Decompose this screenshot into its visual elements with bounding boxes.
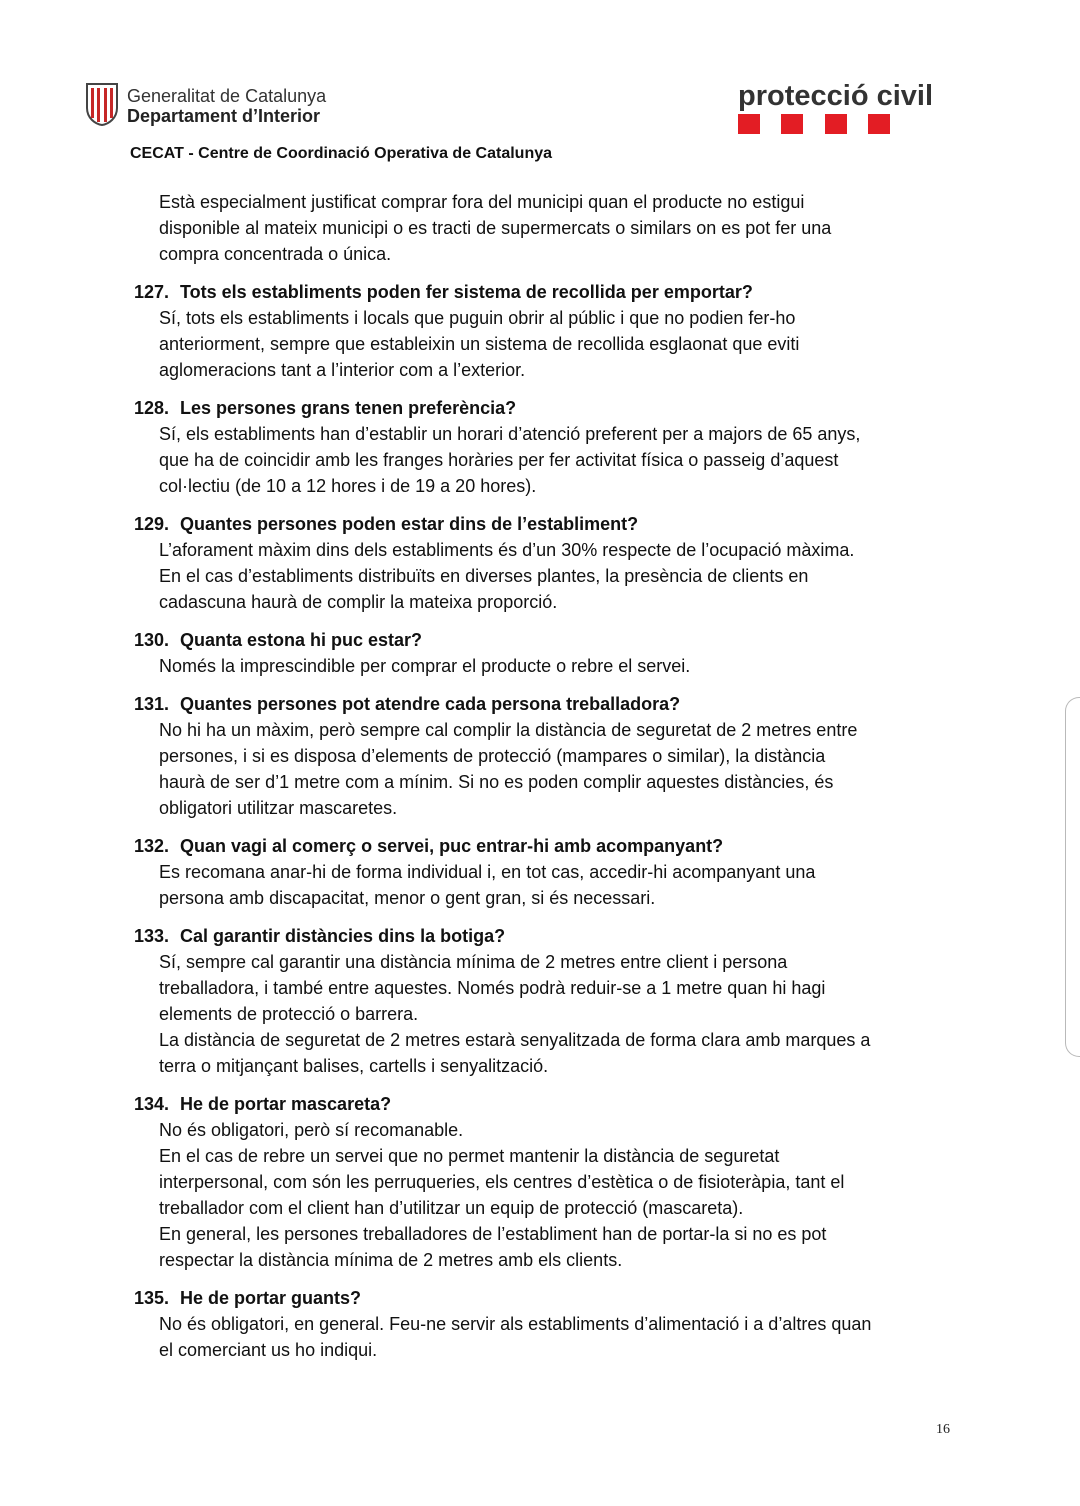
faq-number: 127. xyxy=(134,282,170,302)
faq-answer-line: aglomeracions tant a l’interior com a l’exterior. xyxy=(159,360,526,380)
organization-name xyxy=(127,86,326,126)
generalitat-emblem-icon xyxy=(85,82,119,126)
faq-answer xyxy=(134,859,964,911)
faq-answer-line: Es recomana anar-hi de forma individual i, en tot cas, accedir-hi acompanyant una xyxy=(159,862,816,882)
faq-question xyxy=(134,833,964,859)
intro-paragraph xyxy=(134,189,964,267)
faq-item xyxy=(134,1285,964,1363)
faq-question-text: He de portar mascareta? xyxy=(180,1094,392,1114)
center-title: CECAT - Centre de Coordinació Operativa de Catalunya xyxy=(130,145,553,162)
faq-answer-line: anteriorment, sempre que estableixin un sistema de recollida esglaonat que eviti xyxy=(159,334,800,354)
faq-question xyxy=(134,1091,964,1117)
faq-answer-line: No és obligatori, en general. Feu-ne servir als establiments d’alimentació i a d’altres quan xyxy=(159,1314,872,1334)
faq-answer-line: terra o mitjançant balises, cartells i senyalització. xyxy=(159,1056,549,1076)
faq-question-text: Cal garantir distàncies dins la botiga? xyxy=(180,926,506,946)
faq-answer-line: En el cas de rebre un servei que no permet mantenir la distància de seguretat xyxy=(159,1146,780,1166)
intro-line: Està especialment justificat comprar fora del municipi quan el producte no estigui xyxy=(159,192,805,212)
faq-answer-line: L’aforament màxim dins dels establiments és d’un 30% respecte de l’ocupació màxima. xyxy=(159,540,855,560)
faq-number: 133. xyxy=(134,926,170,946)
faq-item xyxy=(134,279,964,383)
faq-list xyxy=(134,279,964,1363)
proteccio-civil-logo: protecció civil xyxy=(738,80,934,112)
faq-answer-line: persona amb discapacitat, menor o gent gran, si és necessari. xyxy=(159,888,656,908)
faq-answer xyxy=(134,537,964,615)
side-scroll-handle[interactable] xyxy=(1065,697,1080,1057)
faq-question-text: Quantes persones poden estar dins de l’establiment? xyxy=(180,514,639,534)
faq-answer xyxy=(134,305,964,383)
faq-question-text: Les persones grans tenen preferència? xyxy=(180,398,517,418)
proteccio-civil-squares xyxy=(738,114,890,134)
faq-question xyxy=(134,691,964,717)
faq-answer-line: el comerciant us ho indiqui. xyxy=(159,1340,378,1360)
faq-answer-line: persones, i si es disposa d’elements de protecció (mampares o similar), la distància xyxy=(159,746,826,766)
faq-answer-line: respectar la distància mínima de 2 metres amb els clients. xyxy=(159,1250,623,1270)
faq-answer xyxy=(134,653,964,679)
faq-item xyxy=(134,395,964,499)
faq-item xyxy=(134,1091,964,1273)
faq-answer-line: Només la imprescindible per comprar el producte o rebre el servei. xyxy=(159,656,691,676)
faq-answer-line: En general, les persones treballadores de l’establiment han de portar-la si no es pot xyxy=(159,1224,827,1244)
faq-item xyxy=(134,833,964,911)
faq-answer xyxy=(134,421,964,499)
intro-line: disponible al mateix municipi o es tracti de supermercats o similars on es pot fer una xyxy=(159,218,832,238)
faq-answer-line: interpersonal, com són les perruqueries, els centres d’estètica o de fisioteràpia, tant el xyxy=(159,1172,845,1192)
faq-question xyxy=(134,279,964,305)
faq-answer-line: obligatori utilitzar mascaretes. xyxy=(159,798,398,818)
brand-square xyxy=(781,114,803,134)
faq-question xyxy=(134,511,964,537)
page-number: 16 xyxy=(936,1422,950,1437)
faq-question-text: Tots els establiments poden fer sistema de recollida per emportar? xyxy=(180,282,753,302)
faq-answer-line: Sí, sempre cal garantir una distància mínima de 2 metres entre client i persona xyxy=(159,952,788,972)
faq-answer-line: La distància de seguretat de 2 metres estarà senyalitzada de forma clara amb marques a xyxy=(159,1030,871,1050)
faq-question-text: Quantes persones pot atendre cada persona treballadora? xyxy=(180,694,681,714)
faq-question xyxy=(134,627,964,653)
faq-answer-line: que ha de coincidir amb les franges horàries per fer activitat física o passeig d’aquest xyxy=(159,450,839,470)
faq-number: 132. xyxy=(134,836,170,856)
faq-number: 130. xyxy=(134,630,170,650)
faq-number: 128. xyxy=(134,398,170,418)
faq-item xyxy=(134,627,964,679)
org-line-1: Generalitat de Catalunya xyxy=(127,86,327,106)
faq-number: 129. xyxy=(134,514,170,534)
faq-answer-line: Sí, els establiments han d’establir un horari d’atenció preferent per a majors de 65 anys, xyxy=(159,424,861,444)
faq-answer-line: En el cas d’establiments distribuïts en diverses plantes, la presència de clients en xyxy=(159,566,809,586)
faq-question xyxy=(134,1285,964,1311)
faq-item xyxy=(134,691,964,821)
faq-number: 134. xyxy=(134,1094,170,1114)
faq-answer xyxy=(134,717,964,821)
faq-answer-line: treballadora, i també entre aquestes. Només podrà reduir-se a 1 metre quan hi hagi xyxy=(159,978,826,998)
faq-answer-line: treballador com el client han d’utilitzar un equip de protecció (mascareta). xyxy=(159,1198,744,1218)
faq-answer-line: Sí, tots els establiments i locals que puguin obrir al públic i que no podien fer-ho xyxy=(159,308,796,328)
faq-answer-line: col·lectiu (de 10 a 12 hores i de 19 a 20 hores). xyxy=(159,476,537,496)
faq-question xyxy=(134,395,964,421)
faq-answer xyxy=(134,1311,964,1363)
faq-item xyxy=(134,511,964,615)
faq-question-text: Quan vagi al comerç o servei, puc entrar-hi amb acompanyant? xyxy=(180,836,724,856)
faq-number: 135. xyxy=(134,1288,170,1308)
faq-question-text: He de portar guants? xyxy=(180,1288,362,1308)
faq-answer xyxy=(134,1117,964,1273)
intro-line: compra concentrada o única. xyxy=(159,244,392,264)
faq-answer-line: cadascuna haurà de complir la mateixa proporció. xyxy=(159,592,558,612)
brand-square xyxy=(868,114,890,134)
faq-number: 131. xyxy=(134,694,170,714)
faq-question-text: Quanta estona hi puc estar? xyxy=(180,630,423,650)
faq-question xyxy=(134,923,964,949)
org-line-2: Departament d’Interior xyxy=(127,106,321,126)
faq-answer xyxy=(134,949,964,1079)
faq-answer-line: elements de protecció o barrera. xyxy=(159,1004,419,1024)
faq-content xyxy=(134,189,964,1363)
brand-square xyxy=(738,114,760,134)
faq-answer-line: No hi ha un màxim, però sempre cal complir la distància de seguretat de 2 metres entre xyxy=(159,720,858,740)
brand-square xyxy=(825,114,847,134)
faq-answer-line: haurà de ser d’1 metre com a mínim. Si no es poden complir aquestes distàncies, és xyxy=(159,772,834,792)
faq-answer-line: No és obligatori, però sí recomanable. xyxy=(159,1120,464,1140)
faq-item xyxy=(134,923,964,1079)
